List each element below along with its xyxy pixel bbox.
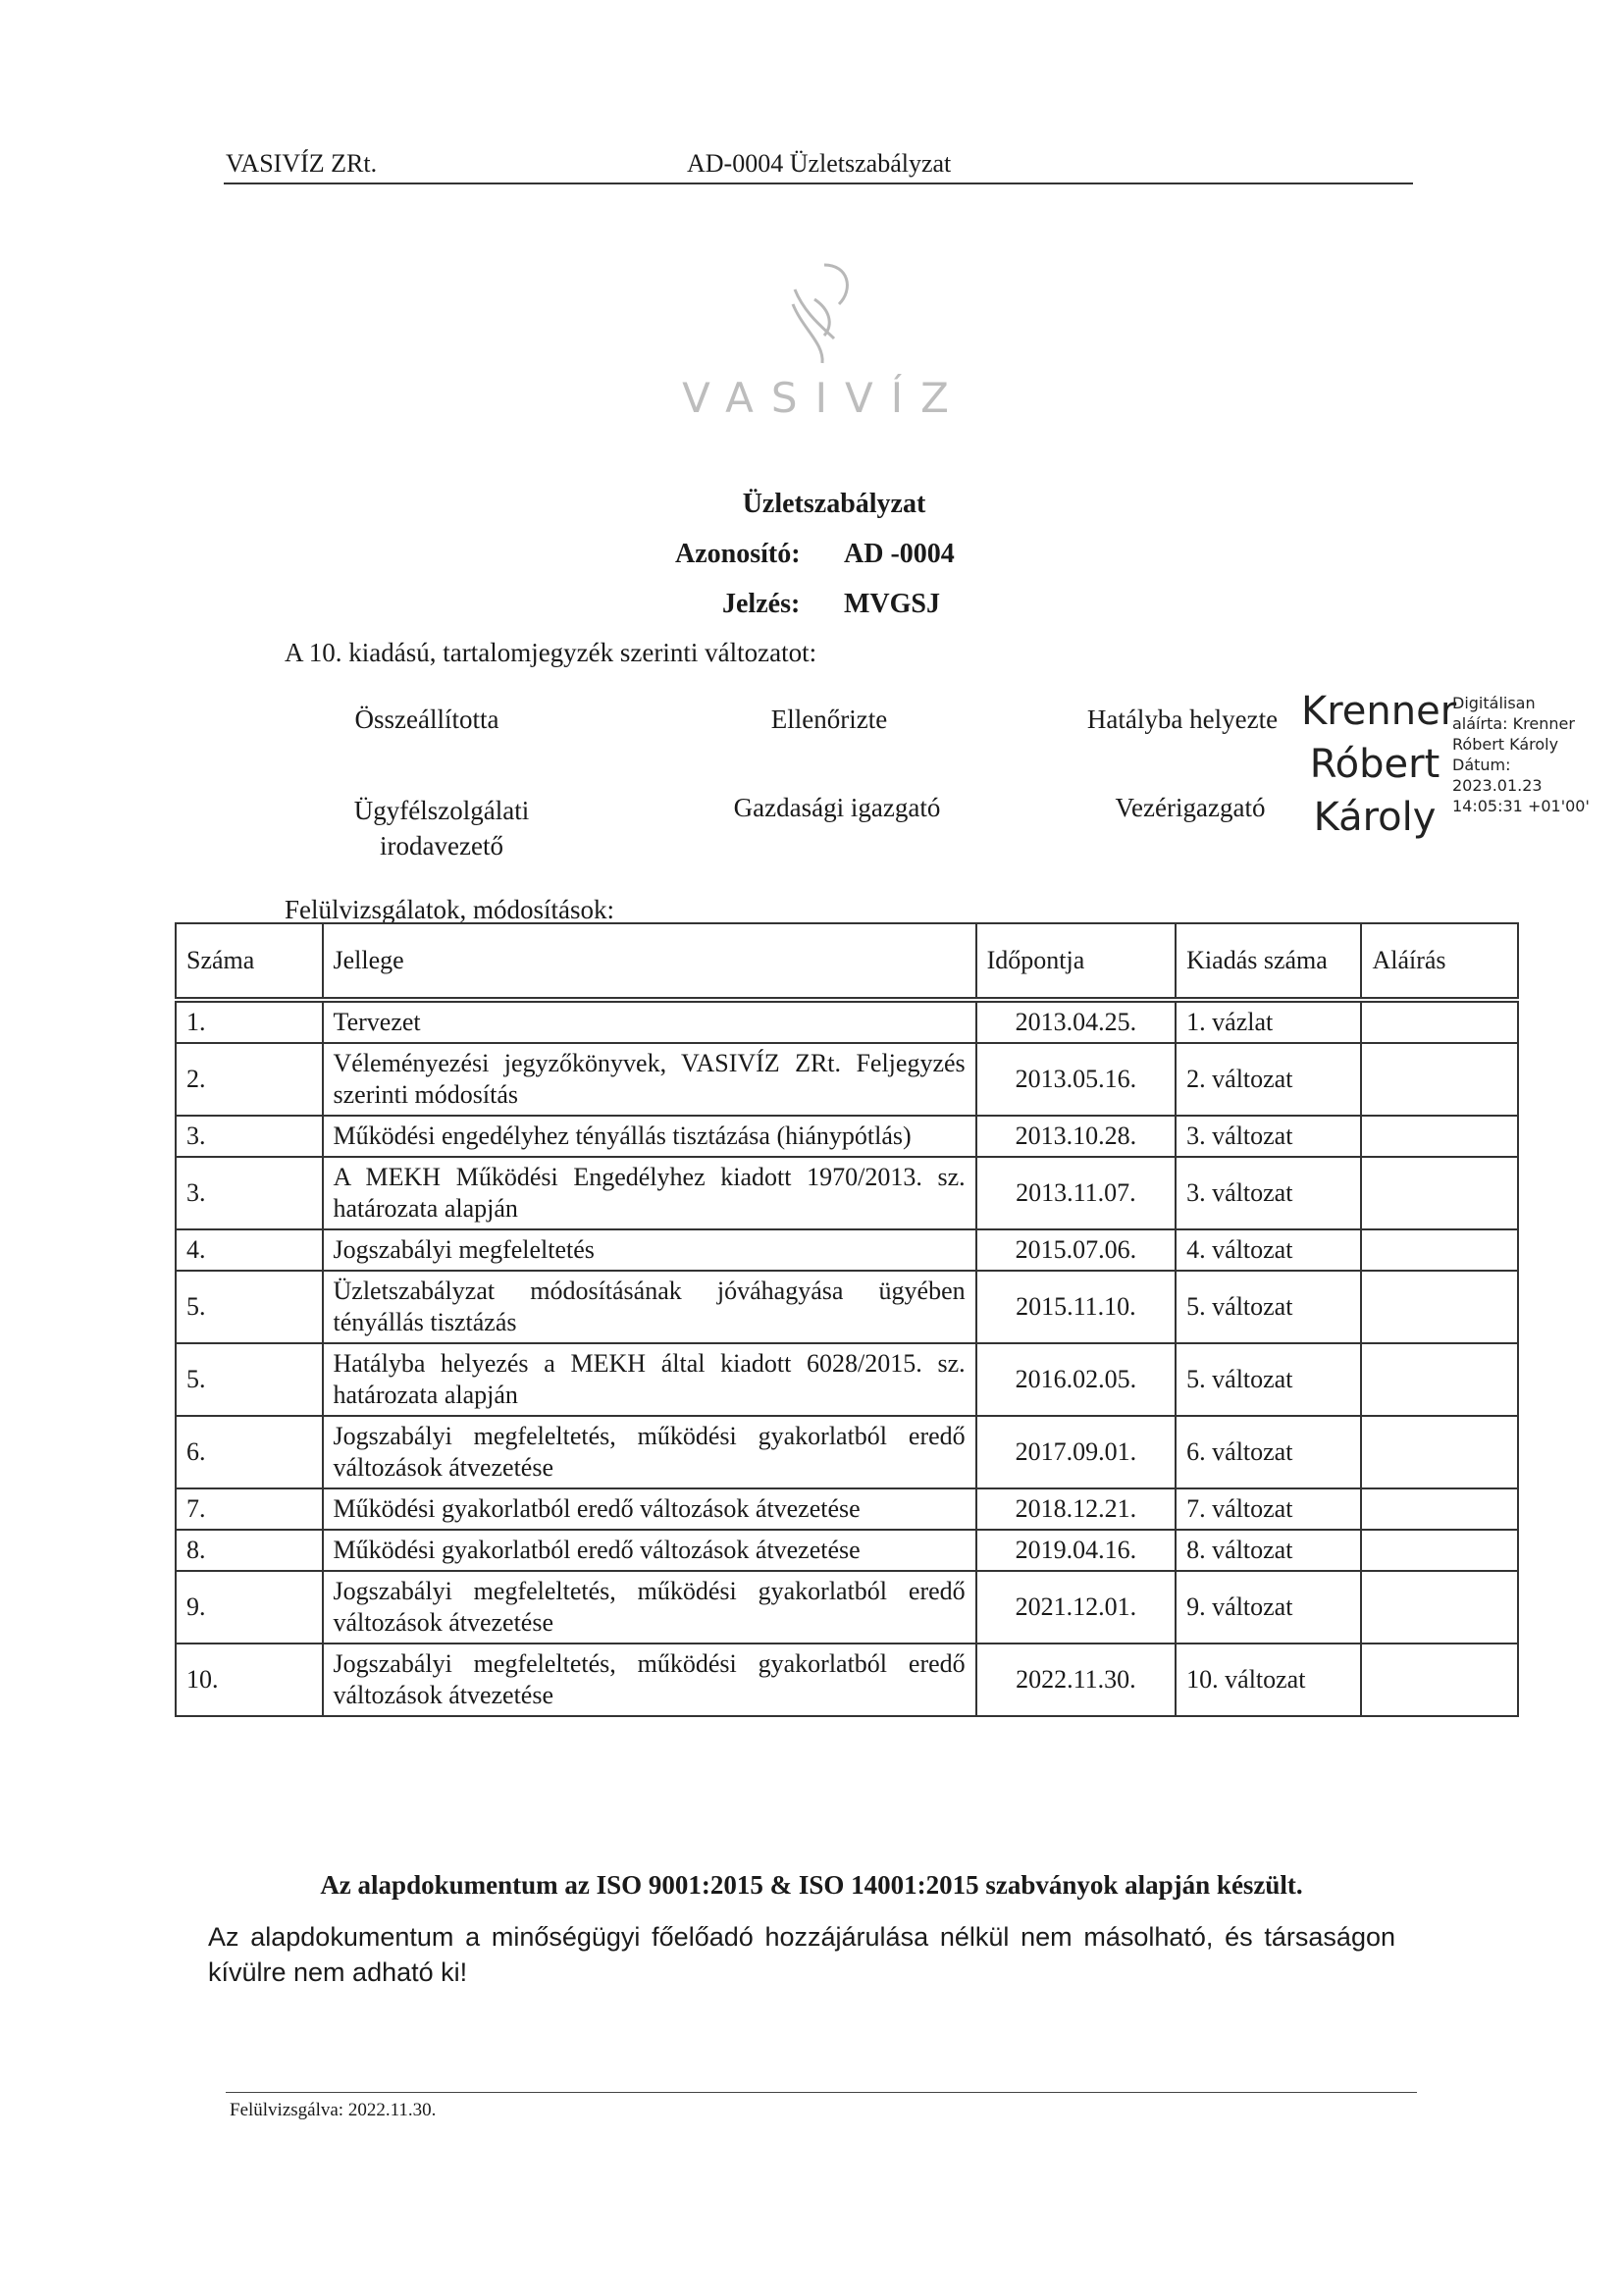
row-date: 2013.05.16. [976, 1043, 1177, 1116]
sig-detail-line: 2023.01.23 [1452, 776, 1543, 795]
row-number: 3. [176, 1157, 323, 1229]
row-description: Működési engedélyhez tényállás tisztázása (hiánypótlás) [323, 1116, 976, 1157]
row-signature-cell [1361, 1157, 1518, 1229]
revisions-body [176, 1000, 1518, 1716]
row-description: Jogszabályi megfeleltetés [323, 1229, 976, 1271]
row-signature-cell [1361, 1343, 1518, 1416]
row-date: 2019.04.16. [976, 1530, 1177, 1571]
row-edition: 3. változat [1176, 1116, 1361, 1157]
col-header-date: Időpontja [976, 923, 1177, 1000]
row-edition: 10. változat [1176, 1644, 1361, 1716]
row-description: Véleményezési jegyzőkönyvek, VASIVÍZ ZRt. Feljegyzés szerinti módosítás [323, 1043, 976, 1116]
row-signature-cell [1361, 1043, 1518, 1116]
row-date: 2018.12.21. [976, 1488, 1177, 1530]
row-edition: 9. változat [1176, 1571, 1361, 1644]
sig-detail-line: aláírta: Krenner [1452, 714, 1575, 733]
table-row [176, 1000, 1518, 1043]
revisions-table [175, 922, 1519, 1717]
footer-review-date: Felülvizsgálva: 2022.11.30. [230, 2100, 437, 2120]
copy-notice: Az alapdokumentum a minőségügyi főelőadó hozzájárulása nélkül nem másolható, és társaságon kívülre nem adható ki! [208, 1922, 1395, 1987]
row-number: 3. [176, 1116, 323, 1157]
header-doc-ref: AD-0004 Üzletszabályzat [687, 149, 952, 178]
row-signature-cell [1361, 1000, 1518, 1043]
digital-signature [1301, 685, 1457, 844]
row-number: 5. [176, 1343, 323, 1416]
table-row [176, 1229, 1518, 1271]
signer-last-name: Károly [1313, 795, 1437, 840]
row-date: 2022.11.30. [976, 1644, 1177, 1716]
id-value: AD -0004 [844, 539, 955, 569]
row-number: 9. [176, 1571, 323, 1644]
checked-label: Ellenőrizte [770, 704, 888, 734]
row-number: 8. [176, 1530, 323, 1571]
page-title: Üzletszabályzat [742, 489, 926, 519]
row-date: 2021.12.01. [976, 1571, 1177, 1644]
row-signature-cell [1361, 1571, 1518, 1644]
col-header-number: Száma [176, 923, 323, 1000]
row-edition: 5. változat [1176, 1343, 1361, 1416]
table-row [176, 1530, 1518, 1571]
sig-detail-line: Digitálisan [1452, 694, 1536, 712]
col-header-edition: Kiadás száma [1176, 923, 1361, 1000]
row-date: 2017.09.01. [976, 1416, 1177, 1488]
row-number: 5. [176, 1271, 323, 1343]
row-description: Működési gyakorlatból eredő változások átvezetése [323, 1488, 976, 1530]
row-edition: 5. változat [1176, 1271, 1361, 1343]
row-description: Tervezet [323, 1000, 976, 1043]
row-description: Működési gyakorlatból eredő változások átvezetése [323, 1530, 976, 1571]
row-date: 2016.02.05. [976, 1343, 1177, 1416]
row-signature-cell [1361, 1488, 1518, 1530]
row-edition: 6. változat [1176, 1416, 1361, 1488]
row-signature-cell [1361, 1416, 1518, 1488]
row-number: 2. [176, 1043, 323, 1116]
col-header-type: Jellege [323, 923, 976, 1000]
signer-first-name: Krenner [1301, 689, 1457, 734]
row-edition: 8. változat [1176, 1530, 1361, 1571]
row-number: 6. [176, 1416, 323, 1488]
row-signature-cell [1361, 1530, 1518, 1571]
row-number: 10. [176, 1644, 323, 1716]
header-divider [224, 183, 1413, 184]
row-edition: 3. változat [1176, 1157, 1361, 1229]
logo-mark-icon [677, 245, 971, 442]
row-date: 2015.11.10. [976, 1271, 1177, 1343]
row-signature-cell [1361, 1229, 1518, 1271]
row-number: 7. [176, 1488, 323, 1530]
mark-label: Jelzés: [722, 589, 801, 619]
effective-role: Vezérigazgató [1115, 793, 1266, 822]
compiled-role: Ügyfélszolgálati irodavezető [353, 796, 530, 861]
row-date: 2013.04.25. [976, 1000, 1177, 1043]
table-row [176, 1571, 1518, 1644]
row-date: 2013.11.07. [976, 1157, 1177, 1229]
iso-note: Az alapdokumentum az ISO 9001:2015 & ISO 14001:2015 szabványok alapján készült. [320, 1870, 1303, 1900]
row-signature-cell [1361, 1644, 1518, 1716]
checked-role: Gazdasági igazgató [733, 793, 941, 822]
table-header-row [176, 923, 1518, 1000]
table-row [176, 1488, 1518, 1530]
table-row [176, 1416, 1518, 1488]
sig-detail-line: Róbert Károly [1452, 735, 1559, 754]
row-description: Jogszabályi megfeleltetés, működési gyakorlatból eredő változások átvezetése [323, 1571, 976, 1644]
logo-text: VASIVÍZ [682, 374, 967, 422]
row-signature-cell [1361, 1271, 1518, 1343]
header-company: VASIVÍZ ZRt. [226, 149, 378, 178]
col-header-signature: Aláírás [1361, 923, 1518, 1000]
row-number: 1. [176, 1000, 323, 1043]
intro-text: A 10. kiadású, tartalomjegyzék szerinti változatot: [285, 638, 817, 667]
row-description: Üzletszabályzat módosításának jóváhagyása ügyében tényállás tisztázás [323, 1271, 976, 1343]
row-edition: 7. változat [1176, 1488, 1361, 1530]
table-row [176, 1043, 1518, 1116]
row-description: A MEKH Működési Engedélyhez kiadott 1970/2013. sz. határozata alapján [323, 1157, 976, 1229]
table-row [176, 1271, 1518, 1343]
mark-value: MVGSJ [844, 589, 940, 619]
row-edition: 1. vázlat [1176, 1000, 1361, 1043]
table-row [176, 1644, 1518, 1716]
signer-middle-name: Róbert [1309, 742, 1440, 787]
row-description: Jogszabályi megfeleltetés, működési gyakorlatból eredő változások átvezetése [323, 1644, 976, 1716]
row-description: Jogszabályi megfeleltetés, működési gyakorlatból eredő változások átvezetése [323, 1416, 976, 1488]
row-description: Hatályba helyezés a MEKH által kiadott 6028/2015. sz. határozata alapján [323, 1343, 976, 1416]
effective-label: Hatályba helyezte [1086, 704, 1279, 734]
compiled-label: Összeállította [354, 704, 499, 734]
table-row [176, 1343, 1518, 1416]
signature-details [1452, 693, 1619, 816]
row-signature-cell [1361, 1116, 1518, 1157]
row-edition: 4. változat [1176, 1229, 1361, 1271]
table-row [176, 1116, 1518, 1157]
row-edition: 2. változat [1176, 1043, 1361, 1116]
company-logo [677, 245, 971, 442]
footer-divider [226, 2092, 1417, 2093]
sig-detail-line: Dátum: [1452, 756, 1511, 774]
row-date: 2015.07.06. [976, 1229, 1177, 1271]
row-number: 4. [176, 1229, 323, 1271]
sig-detail-line: 14:05:31 +01'00' [1452, 797, 1590, 815]
table-row [176, 1157, 1518, 1229]
row-date: 2013.10.28. [976, 1116, 1177, 1157]
id-label: Azonosító: [675, 539, 801, 569]
revisions-caption: Felülvizsgálatok, módosítások: [285, 895, 614, 924]
